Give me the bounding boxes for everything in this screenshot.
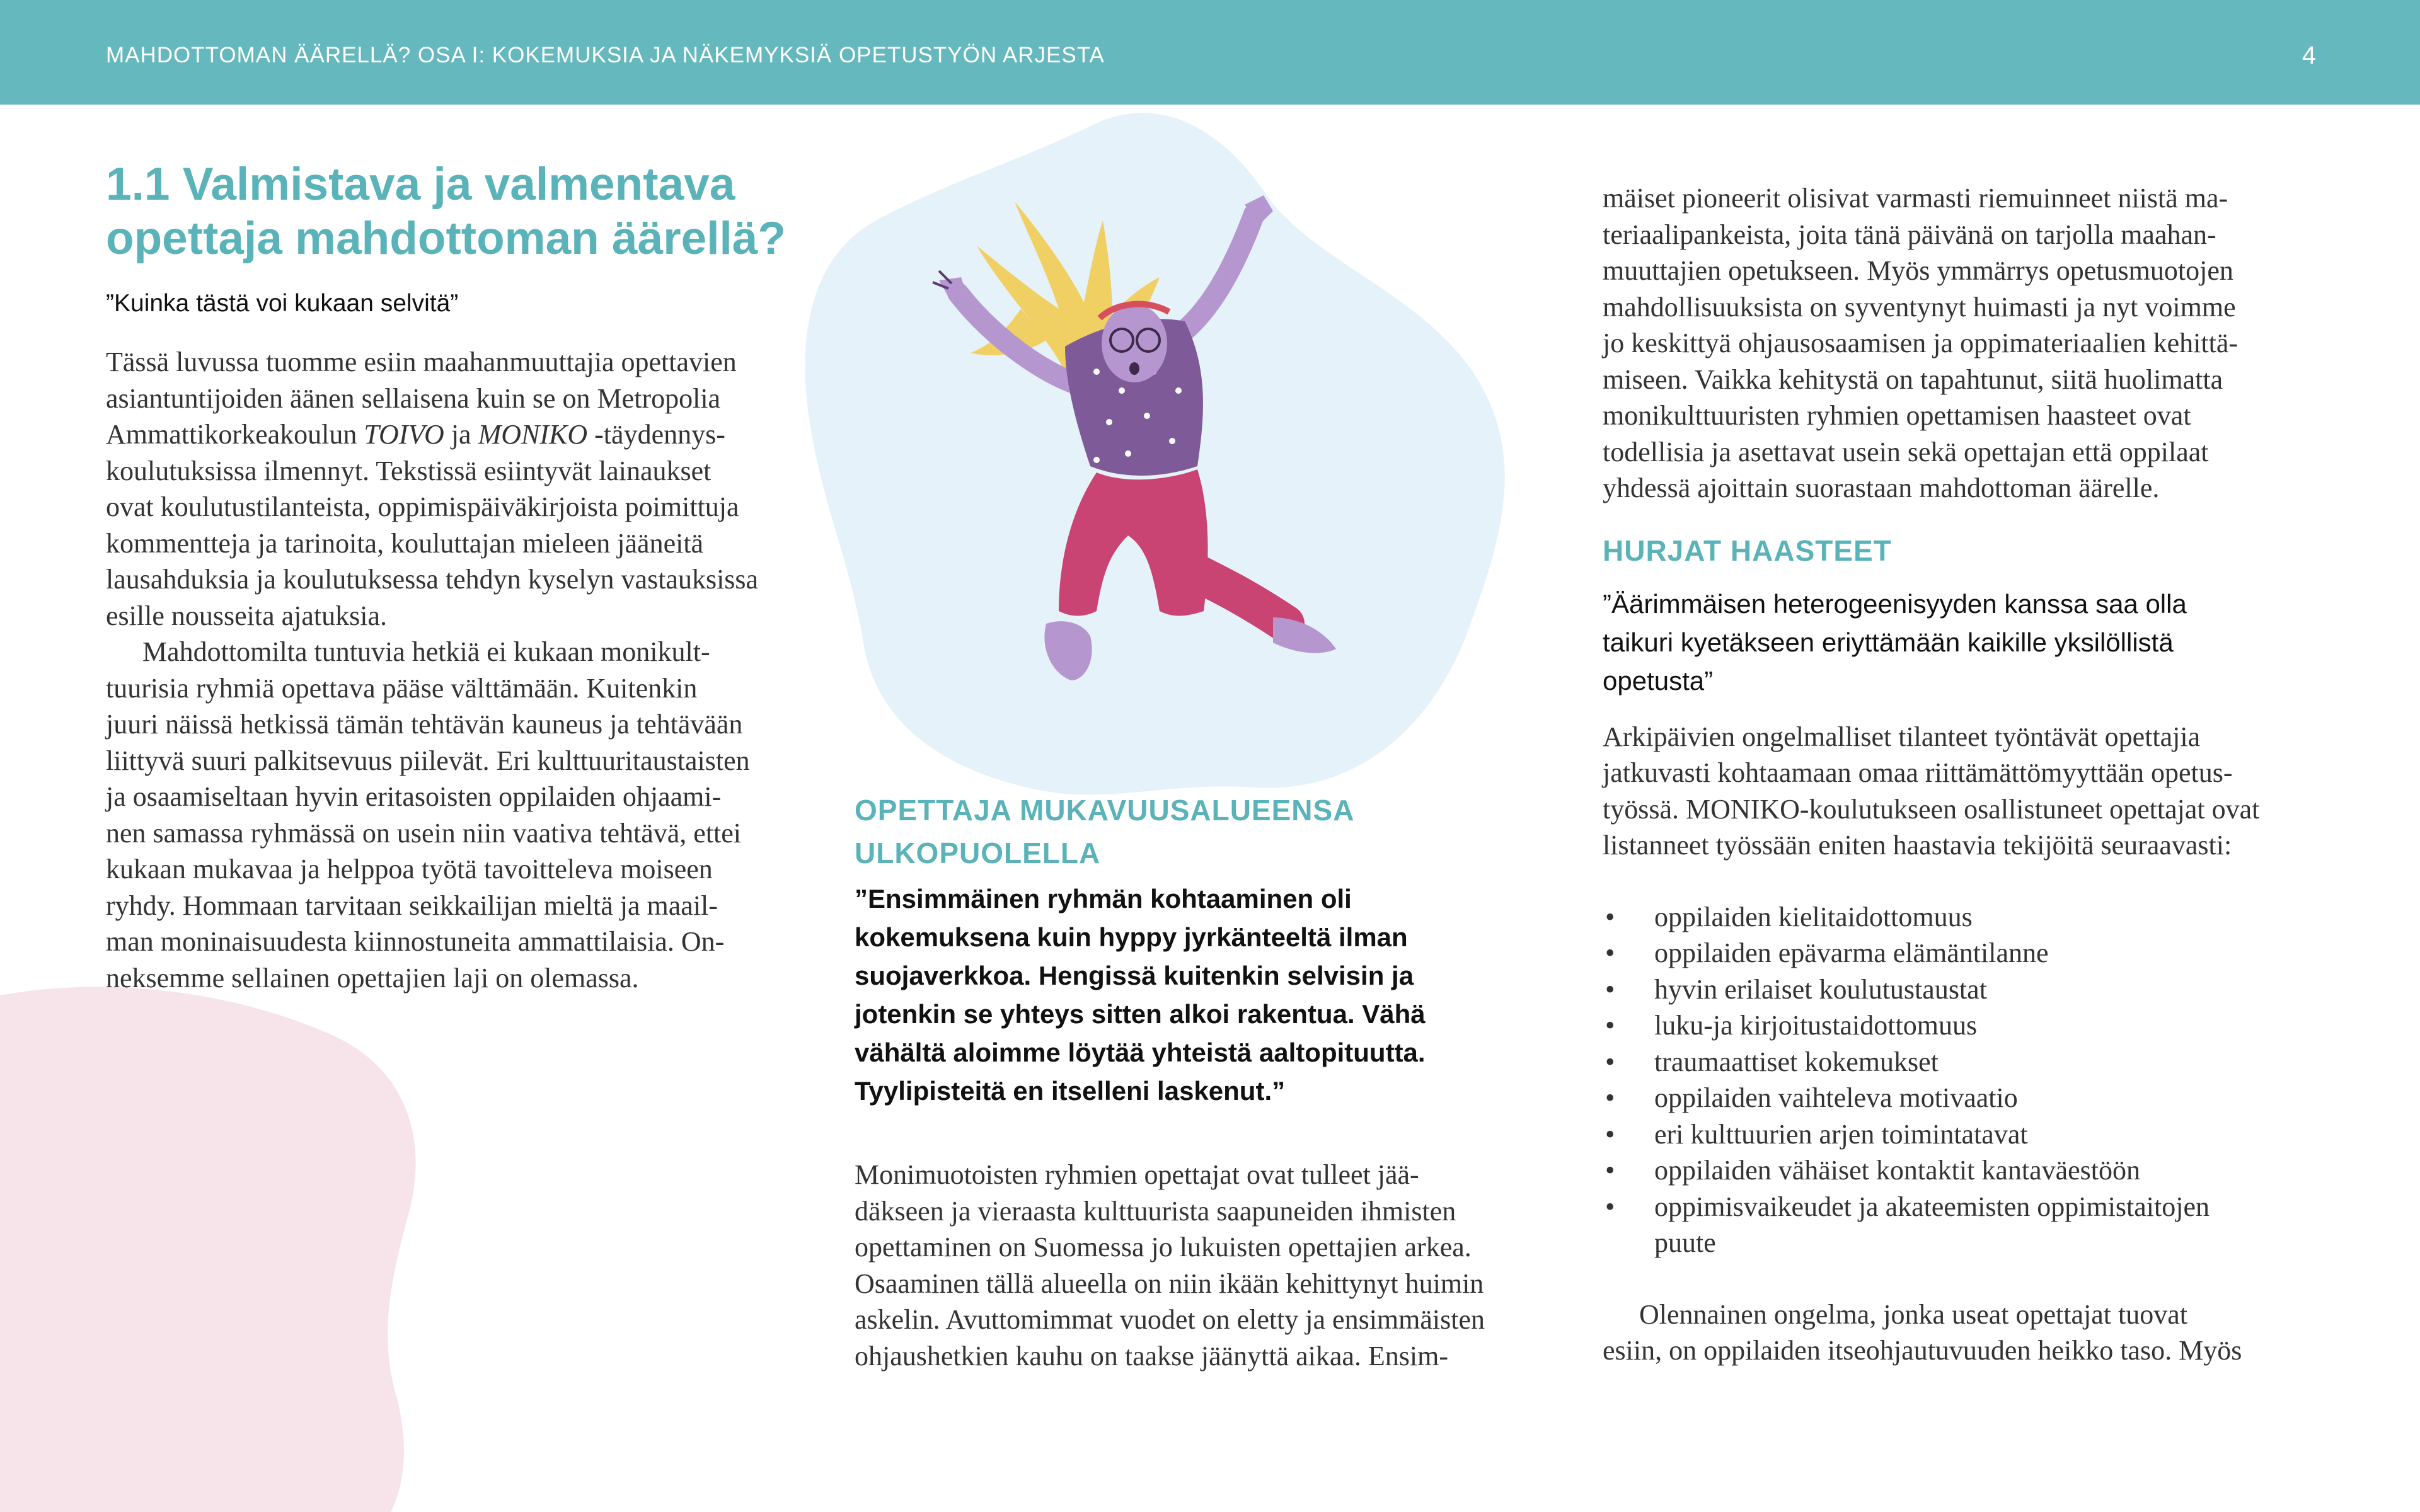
heading-line: ULKOPUOLELLA: [855, 837, 1101, 869]
body-line: jo keskittyä ohjausosaamisen ja oppimateriaalien kehittä-: [1603, 328, 2238, 358]
intro-line: asiantuntijoiden äänen sellaisena kuin se on Metropolia: [106, 382, 721, 414]
body-line: juuri näissä hetkissä tämän tehtävän kauneus ja tehtävään: [106, 709, 743, 740]
list-item: [1603, 1152, 2334, 1189]
wild-challenges-heading: HURJAT HAASTEET: [1603, 534, 1892, 567]
bullet-icon: •: [1605, 901, 1615, 932]
intro-line: Ammattikorkeakoulun: [106, 419, 364, 450]
quote-line: ”Ensimmäinen ryhmän kohtaaminen oli: [855, 884, 1352, 914]
quote-line: taikuri kyetäkseen eriyttämään kaikille yksilöllistä: [1603, 627, 2174, 657]
body-line: ja osaamiseltaan hyvin eritasoisten oppilaiden ohjaami-: [106, 781, 722, 812]
body-line: mahdollisuuksista on syventynyt huimasti ja nyt voimme: [1603, 291, 2236, 323]
body-line: miseen. Vaikka kehitystä on tapahtunut, siitä huolimatta: [1603, 364, 2223, 395]
bullet-icon: •: [1605, 937, 1615, 968]
intro-line: ovat koulutustilanteista, oppimispäiväkirjoista poimittuja: [106, 491, 739, 522]
list-item-text: oppilaiden vähäiset kontaktit kantaväestöön: [1654, 1155, 2141, 1186]
quote-line: jotenkin se yhteys sitten alkoi rakentua. Vähä: [855, 999, 1426, 1029]
intro-line: -täydennys-: [587, 419, 725, 450]
bullet-icon: •: [1605, 1082, 1615, 1113]
body-line: jatkuvasti kohtaamaan omaa riittämättömyyttään opetus-: [1603, 757, 2233, 788]
body-line: tuurisia ryhmiä opettava pääse välttämään. Kuitenkin: [106, 672, 698, 704]
bullet-icon: •: [1605, 1118, 1615, 1150]
body-line: muuttajien opetukseen. Myös ymmärrys opetusmuotojen: [1603, 255, 2233, 286]
section-subtitle: ”Kuinka tästä voi kukaan selvitä”: [106, 290, 459, 317]
body-line: Arkipäivien ongelmalliset tilanteet työntävät opettajia: [1603, 721, 2201, 752]
moniko-program-name: MONIKO: [478, 419, 588, 450]
list-item-text: hyvin erilaiset koulutustaustat: [1654, 973, 1987, 1005]
list-item: [1603, 1116, 2334, 1153]
list-item: [1603, 971, 2334, 1008]
body-line: yhdessä ajoittain suorastaan mahdottoman äärelle.: [1603, 472, 2160, 503]
quote-line: vähältä aloimme löytää yhteistä aaltopituutta.: [855, 1038, 1426, 1067]
bullet-icon: •: [1605, 973, 1615, 1005]
intro-line: ja: [444, 419, 478, 450]
body-line: ohjaushetkien kauhu on taakse jäänyttä aikaa. Ensim-: [855, 1340, 1449, 1372]
section-title-line2: opettaja mahdottoman äärellä?: [106, 213, 786, 264]
body-line: monikulttuuristen ryhmien opettamisen haasteet ovat: [1603, 400, 2191, 431]
body-line: esiin, on oppilaiden itseohjautuvuuden heikko taso. Myös: [1603, 1335, 2242, 1366]
page-number: 4: [2302, 42, 2316, 69]
comfort-zone-heading: [855, 789, 1567, 874]
list-item: [1603, 1007, 2334, 1044]
list-item-text: oppimisvaikeudet ja akateemisten oppimistaitojen: [1654, 1191, 2210, 1222]
list-item: [1603, 899, 2334, 936]
body-line: askelin. Avuttomimmat vuodet on eletty ja ensimmäisten: [855, 1304, 1485, 1335]
list-item-text: oppilaiden kielitaidottomuus: [1654, 901, 1973, 932]
body-line: työssä. MONIKO-koulutukseen osallistuneet opettajat ovat: [1603, 793, 2260, 825]
intro-line: esille nousseita ajatuksia.: [106, 600, 387, 631]
heading-line: OPETTAJA MUKAVUUSALUEENSA: [855, 794, 1355, 827]
header-bar: [0, 0, 2420, 105]
body-line: teriaalipankeista, joita tänä päivänä on tarjolla maahan-: [1603, 219, 2216, 250]
body-line: todellisia ja asettavat usein sekä opettajan että oppilaat: [1603, 436, 2209, 467]
pink-blob-decoration: [0, 983, 441, 1512]
body-line: man moninaisuudesta kiinnostuneita ammattilaisia. On-: [106, 926, 725, 957]
list-item: [1603, 1189, 2334, 1261]
jumping-teacher-illustration: [857, 183, 1374, 750]
intro-paragraph: [106, 344, 824, 634]
cliff-jump-quote: [855, 879, 1567, 1110]
intro-line: lausahduksia ja koulutuksessa tehdyn kyselyn vastauksissa: [106, 564, 759, 595]
list-item-text: traumaattiset kokemukset: [1654, 1046, 1939, 1077]
running-header-title: MAHDOTTOMAN ÄÄRELLÄ? OSA I: KOKEMUKSIA JA NÄKEMYKSIÄ OPETUSTYÖN ARJESTA: [106, 43, 1105, 67]
list-item: [1603, 1080, 2334, 1116]
section-title-line1: 1.1 Valmistava ja valmentava: [106, 159, 735, 210]
challenge-list: [1603, 899, 2334, 1261]
body-line: liittyvä suuri palkitsevuus piilevät. Eri kulttuuritaustaisten: [106, 745, 750, 776]
body-line: mäiset pioneerit olisivat varmasti riemuinneet niistä ma-: [1603, 183, 2228, 214]
intro-line: kommentteja ja tarinoita, kouluttajan mieleen jääneitä: [106, 527, 704, 559]
bullet-icon: •: [1605, 1010, 1615, 1041]
toivo-program-name: TOIVO: [364, 419, 444, 450]
body-line: neksemme sellainen opettajien laji on olemassa.: [106, 962, 639, 994]
list-item-text: eri kulttuurien arjen toimintatavat: [1654, 1118, 2028, 1150]
bullet-icon: •: [1605, 1046, 1615, 1077]
quote-line: kokemuksena kuin hyppy jyrkänteeltä ilman: [855, 922, 1408, 952]
right-body-paragraph-2: [1603, 719, 2334, 864]
list-item-text: puute: [1654, 1227, 1716, 1258]
list-item: [1603, 1044, 2334, 1080]
middle-body-paragraph: [855, 1157, 1567, 1374]
middle-column: [855, 789, 1567, 1374]
bullet-icon: •: [1605, 1155, 1615, 1186]
list-item-text: oppilaiden vaihteleva motivaatio: [1654, 1082, 2018, 1113]
body-line: Monimuotoisten ryhmien opettajat ovat tulleet jää-: [855, 1159, 1419, 1190]
body-paragraph-2: [106, 634, 824, 996]
list-item-text: luku-ja kirjoitustaidottomuus: [1654, 1010, 1978, 1041]
body-line: Olennainen ongelma, jonka useat opettajat tuovat: [1639, 1298, 2187, 1330]
right-body-paragraph-1: [1603, 180, 2334, 507]
quote-line: ”Äärimmäisen heterogeenisyyden kanssa saa olla: [1603, 588, 2187, 619]
left-column: [106, 158, 824, 996]
body-line: opettaminen on Suomessa jo lukuisten opettajien arkea.: [855, 1232, 1472, 1263]
intro-line: Tässä luvussa tuomme esiin maahanmuuttajia opettavien: [106, 346, 737, 377]
intro-line: koulutuksissa ilmennyt. Tekstissä esiintyvät lainaukset: [106, 455, 712, 486]
body-line: kukaan mukavaa ja helppoa työtä tavoitteleva moiseen: [106, 854, 713, 885]
section-title: [106, 158, 824, 266]
heterogeneity-quote: [1603, 585, 2334, 700]
body-line: ryhdy. Hommaan tarvitaan seikkailijan mieltä ja maail-: [106, 890, 718, 921]
quote-line: Tyylipisteitä en itselleni laskenut.”: [855, 1076, 1286, 1106]
quote-line: suojaverkkoa. Hengissä kuitenkin selvisin ja: [855, 961, 1414, 990]
right-body-paragraph-3: [1603, 1297, 2334, 1369]
bullet-icon: •: [1605, 1191, 1615, 1222]
quote-line: opetusta”: [1603, 665, 1714, 696]
body-line: nen samassa ryhmässä on usein niin vaativa tehtävä, ettei: [106, 817, 742, 849]
body-line: Osaaminen tällä alueella on niin ikään kehittynyt huimin: [855, 1268, 1484, 1299]
body-line: däkseen ja vieraasta kulttuurista saapuneiden ihmisten: [855, 1195, 1456, 1227]
body-line: listanneet työssään eniten haastavia tekijöitä seuraavasti:: [1603, 830, 2232, 861]
right-column: [1603, 180, 2334, 1369]
list-item-text: oppilaiden epävarma elämäntilanne: [1654, 937, 2049, 968]
list-item: [1603, 935, 2334, 971]
body-line: Mahdottomilta tuntuvia hetkiä ei kukaan monikult-: [142, 636, 710, 667]
